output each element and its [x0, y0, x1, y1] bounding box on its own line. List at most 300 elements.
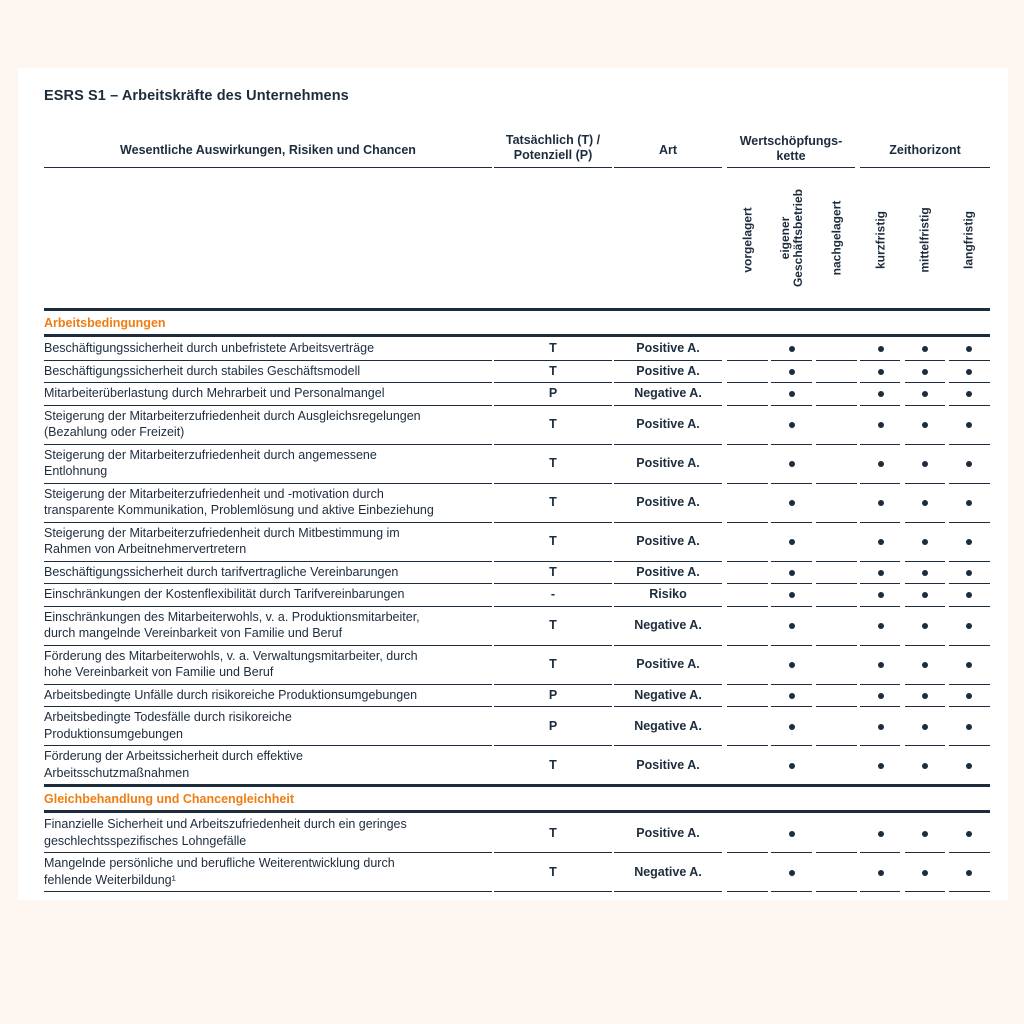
row-divider — [816, 583, 857, 584]
row-actual-potential: T — [549, 618, 557, 632]
row-description-line: geschlechtsspezifisches Lohngefälle — [44, 833, 247, 848]
bullet-mark — [966, 346, 972, 352]
header-impacts: Wesentliche Auswirkungen, Risiken und Chancen — [120, 143, 416, 157]
row-description-line: Arbeitsschutzmaßnahmen — [44, 765, 190, 780]
row-divider — [494, 745, 612, 746]
row-type: Positive A. — [636, 564, 700, 579]
bullet-mark — [966, 539, 972, 545]
row-divider — [44, 561, 492, 562]
row-divider — [494, 483, 612, 484]
row-description-line: durch mangelnde Vereinbarkeit von Familie und Beruf — [44, 626, 343, 640]
row-actual-potential: T — [549, 495, 557, 509]
row-divider — [614, 561, 722, 562]
row-divider — [44, 444, 492, 445]
row-divider — [614, 706, 722, 707]
bullet-mark — [966, 724, 972, 730]
row-divider — [905, 522, 945, 523]
bullet-mark — [922, 369, 928, 375]
row-actual-potential: T — [549, 417, 557, 431]
row-divider — [494, 360, 612, 361]
subheader-own-operations-line1: eigener — [778, 216, 792, 260]
row-description-line: (Bezahlung oder Freizeit) — [44, 425, 185, 439]
row-divider — [860, 360, 900, 361]
row-divider — [905, 645, 945, 646]
row-divider — [614, 444, 722, 445]
row-divider — [949, 360, 990, 361]
bullet-mark — [966, 422, 972, 428]
bullet-mark — [966, 662, 972, 668]
bullet-mark — [966, 461, 972, 467]
subheader-short-term: kurzfristig — [873, 210, 888, 270]
row-divider — [816, 606, 857, 607]
bullet-mark — [922, 623, 928, 629]
row-divider — [860, 891, 900, 892]
row-divider — [494, 522, 612, 523]
row-divider — [860, 405, 900, 406]
header-value-chain — [727, 134, 855, 164]
row-type: Risiko — [649, 587, 687, 602]
row-divider — [44, 684, 492, 685]
row-description — [44, 855, 492, 888]
subheader-own-operations — [779, 189, 805, 287]
row-divider — [949, 684, 990, 685]
row-divider — [905, 745, 945, 746]
bullet-mark — [922, 870, 928, 876]
bullet-mark — [966, 623, 972, 629]
row-divider — [614, 583, 722, 584]
bullet-mark — [922, 592, 928, 598]
row-divider — [905, 360, 945, 361]
row-description-line: Finanzielle Sicherheit und Arbeitszufriedenheit durch ein geringes — [44, 817, 407, 831]
row-description-line: Einschränkungen der Kostenflexibilität durch Tarifvereinbarungen — [44, 587, 405, 601]
row-type: Negative A. — [634, 618, 702, 632]
header-divider — [494, 167, 612, 168]
row-divider — [816, 522, 857, 523]
row-divider — [614, 852, 722, 853]
row-divider — [614, 382, 722, 383]
row-divider — [494, 684, 612, 685]
bullet-mark — [789, 461, 795, 467]
bullet-mark — [878, 346, 884, 352]
header-divider — [44, 167, 492, 168]
header-divider — [614, 167, 722, 168]
row-divider — [771, 645, 812, 646]
bullet-mark — [922, 662, 928, 668]
row-divider — [44, 606, 492, 607]
row-divider — [44, 645, 492, 646]
row-description-line: fehlende Weiterbildung¹ — [44, 872, 176, 887]
row-divider — [771, 360, 812, 361]
row-actual-potential: T — [549, 564, 557, 579]
bullet-mark — [789, 662, 795, 668]
row-divider — [949, 891, 990, 892]
row-description-line: Beschäftigungssicherheit durch unbefristete Arbeitsverträge — [44, 341, 375, 355]
row-divider — [816, 891, 857, 892]
row-description-line: hohe Vereinbarkeit von Familie und Beruf — [44, 665, 274, 679]
row-type: Positive A. — [636, 456, 700, 470]
row-actual-potential: T — [549, 657, 557, 671]
row-divider — [771, 483, 812, 484]
row-actual-potential: P — [548, 718, 558, 733]
subheader-medium-term: mittelfristig — [917, 207, 932, 273]
row-divider — [905, 382, 945, 383]
row-divider — [494, 405, 612, 406]
bullet-mark — [878, 763, 884, 769]
row-divider — [860, 444, 900, 445]
row-divider — [771, 583, 812, 584]
row-divider — [949, 405, 990, 406]
row-divider — [614, 745, 722, 746]
header-time-horizon: Zeithorizont — [889, 143, 961, 157]
row-actual-potential: T — [549, 363, 557, 378]
subheader-own-operations-line2: Geschäftsbetrieb — [791, 188, 805, 288]
row-description — [44, 748, 492, 781]
bullet-mark — [789, 369, 795, 375]
row-divider — [860, 561, 900, 562]
row-divider — [614, 606, 722, 607]
row-type: Positive A. — [636, 363, 700, 378]
row-divider — [727, 706, 768, 707]
row-divider — [727, 561, 768, 562]
row-description-line: Beschäftigungssicherheit durch stabiles Geschäftsmodell — [44, 363, 361, 378]
row-divider — [727, 745, 768, 746]
row-description — [44, 385, 492, 402]
bullet-mark — [878, 369, 884, 375]
row-divider — [860, 745, 900, 746]
bullet-mark — [878, 500, 884, 506]
row-description — [44, 447, 492, 480]
row-divider — [949, 745, 990, 746]
row-type: Positive A. — [636, 757, 700, 772]
row-type: Positive A. — [636, 534, 700, 548]
subheader-downstream: nachgelagert — [829, 200, 844, 276]
row-divider — [44, 891, 492, 892]
row-description-line: Mitarbeiterüberlastung durch Mehrarbeit und Personalmangel — [44, 386, 385, 400]
row-description — [44, 709, 492, 742]
row-actual-potential: P — [548, 386, 558, 401]
row-description — [44, 525, 492, 558]
bullet-mark — [966, 831, 972, 837]
row-type: Positive A. — [636, 825, 700, 840]
row-divider — [494, 706, 612, 707]
bullet-mark — [966, 500, 972, 506]
bullet-mark — [966, 592, 972, 598]
row-divider — [44, 360, 492, 361]
row-divider — [44, 405, 492, 406]
bullet-mark — [922, 570, 928, 576]
row-divider — [905, 606, 945, 607]
row-description-line: Produktionsumgebungen — [44, 726, 183, 741]
row-divider — [771, 852, 812, 853]
row-divider — [771, 606, 812, 607]
row-divider — [44, 522, 492, 523]
row-divider — [44, 745, 492, 746]
row-divider — [771, 706, 812, 707]
row-description — [44, 408, 492, 441]
bullet-mark — [922, 422, 928, 428]
bullet-mark — [789, 693, 795, 699]
row-divider — [727, 483, 768, 484]
bullet-mark — [922, 831, 928, 837]
bullet-mark — [922, 461, 928, 467]
row-divider — [771, 561, 812, 562]
row-divider — [816, 382, 857, 383]
row-divider — [949, 561, 990, 562]
row-divider — [614, 522, 722, 523]
row-type: Positive A. — [636, 417, 700, 431]
row-divider — [905, 583, 945, 584]
row-description — [44, 816, 492, 849]
row-type: Positive A. — [636, 341, 700, 356]
row-divider — [816, 360, 857, 361]
row-actual-potential: - — [550, 587, 556, 602]
bullet-mark — [878, 623, 884, 629]
row-description-line: Entlohnung — [44, 464, 108, 478]
row-divider — [905, 706, 945, 707]
row-divider — [614, 360, 722, 361]
row-description-line: transparente Kommunikation, Problemlösung und aktive Einbeziehung — [44, 503, 434, 517]
row-divider — [771, 891, 812, 892]
row-divider — [860, 684, 900, 685]
row-description-line: Mangelnde persönliche und berufliche Weiterentwicklung durch — [44, 856, 395, 870]
row-divider — [860, 483, 900, 484]
row-actual-potential: T — [549, 341, 557, 356]
bullet-mark — [966, 870, 972, 876]
row-divider — [727, 684, 768, 685]
row-type: Negative A. — [634, 864, 702, 879]
section-title: Arbeitsbedingungen — [44, 316, 166, 330]
header-value-chain-line2: kette — [776, 149, 806, 163]
row-description-line: Steigerung der Mitarbeiterzufriedenheit und -motivation durch — [44, 486, 384, 501]
bullet-mark — [789, 831, 795, 837]
row-divider — [727, 606, 768, 607]
row-actual-potential: T — [549, 864, 557, 879]
row-divider — [816, 852, 857, 853]
bullet-mark — [878, 693, 884, 699]
row-description — [44, 363, 492, 380]
row-divider — [44, 706, 492, 707]
bullet-mark — [878, 592, 884, 598]
header-divider — [860, 167, 990, 168]
section-rule-top — [44, 308, 990, 311]
row-divider — [614, 483, 722, 484]
row-actual-potential: T — [549, 825, 557, 840]
row-divider — [44, 382, 492, 383]
bullet-mark — [789, 623, 795, 629]
row-description-line: Steigerung der Mitarbeiterzufriedenheit durch Ausgleichsregelungen — [44, 408, 421, 423]
row-divider — [727, 405, 768, 406]
row-divider — [727, 522, 768, 523]
bullet-mark — [789, 539, 795, 545]
row-divider — [727, 645, 768, 646]
row-description-line: Förderung des Mitarbeiterwohls, v. a. Verwaltungsmitarbeiter, durch — [44, 648, 418, 663]
bullet-mark — [878, 422, 884, 428]
row-divider — [905, 852, 945, 853]
bullet-mark — [966, 369, 972, 375]
row-divider — [860, 706, 900, 707]
page-title: ESRS S1 – Arbeitskräfte des Unternehmens — [44, 88, 349, 104]
row-divider — [816, 706, 857, 707]
row-divider — [860, 852, 900, 853]
row-divider — [860, 382, 900, 383]
row-divider — [771, 382, 812, 383]
row-description-line: Steigerung der Mitarbeiterzufriedenheit durch Mitbestimmung im — [44, 525, 400, 540]
header-actual-potential — [494, 133, 612, 163]
row-divider — [949, 483, 990, 484]
row-divider — [771, 405, 812, 406]
row-divider — [816, 645, 857, 646]
bullet-mark — [878, 391, 884, 397]
row-description-line: Steigerung der Mitarbeiterzufriedenheit durch angemessene — [44, 447, 377, 462]
bullet-mark — [878, 539, 884, 545]
row-divider — [905, 444, 945, 445]
bullet-mark — [966, 391, 972, 397]
section-rule-bottom — [44, 810, 990, 813]
row-divider — [816, 483, 857, 484]
row-description-line: Beschäftigungssicherheit durch tarifvertragliche Vereinbarungen — [44, 564, 399, 579]
row-type: Negative A. — [634, 687, 702, 702]
row-divider — [614, 891, 722, 892]
subheader-upstream: vorgelagert — [740, 207, 755, 273]
bullet-mark — [922, 763, 928, 769]
row-divider — [771, 444, 812, 445]
row-divider — [905, 483, 945, 484]
section-title: Gleichbehandlung und Chancengleichheit — [44, 792, 295, 806]
row-actual-potential: T — [549, 757, 557, 772]
row-divider — [860, 583, 900, 584]
bullet-mark — [966, 570, 972, 576]
bullet-mark — [878, 570, 884, 576]
bullet-mark — [878, 662, 884, 668]
row-description — [44, 340, 492, 357]
row-description — [44, 609, 492, 642]
row-divider — [494, 852, 612, 853]
row-divider — [816, 745, 857, 746]
row-type: Positive A. — [636, 657, 700, 671]
bullet-mark — [789, 391, 795, 397]
row-divider — [816, 561, 857, 562]
bullet-mark — [789, 422, 795, 428]
row-divider — [816, 684, 857, 685]
row-divider — [949, 852, 990, 853]
bullet-mark — [789, 500, 795, 506]
bullet-mark — [922, 391, 928, 397]
row-divider — [494, 382, 612, 383]
bullet-mark — [966, 763, 972, 769]
row-divider — [727, 360, 768, 361]
row-divider — [727, 583, 768, 584]
row-description-line: Rahmen von Arbeitnehmervertretern — [44, 542, 247, 556]
row-divider — [494, 444, 612, 445]
row-divider — [905, 891, 945, 892]
row-divider — [494, 891, 612, 892]
row-description — [44, 564, 492, 581]
row-divider — [494, 561, 612, 562]
row-divider — [905, 561, 945, 562]
bullet-mark — [922, 724, 928, 730]
row-divider — [949, 444, 990, 445]
row-divider — [905, 684, 945, 685]
row-divider — [727, 444, 768, 445]
subheader-long-term: langfristig — [961, 210, 976, 270]
row-divider — [494, 645, 612, 646]
header-actual-potential-line2: Potenziell (P) — [513, 148, 593, 162]
row-type: Positive A. — [636, 495, 700, 509]
row-description-line: Arbeitsbedingte Todesfälle durch risikoreiche — [44, 710, 292, 724]
row-divider — [44, 483, 492, 484]
header-divider — [727, 167, 855, 168]
row-divider — [816, 405, 857, 406]
row-description-line: Förderung der Arbeitssicherheit durch effektive — [44, 749, 303, 763]
bullet-mark — [878, 870, 884, 876]
row-description — [44, 687, 492, 704]
bullet-mark — [878, 724, 884, 730]
row-description — [44, 486, 492, 519]
row-divider — [949, 522, 990, 523]
bullet-mark — [922, 500, 928, 506]
row-divider — [727, 891, 768, 892]
bullet-mark — [789, 346, 795, 352]
bullet-mark — [789, 570, 795, 576]
bullet-mark — [789, 763, 795, 769]
row-divider — [771, 745, 812, 746]
row-divider — [727, 382, 768, 383]
row-divider — [949, 583, 990, 584]
row-divider — [949, 706, 990, 707]
row-type: Negative A. — [634, 386, 702, 401]
row-divider — [949, 645, 990, 646]
bullet-mark — [966, 693, 972, 699]
row-divider — [771, 684, 812, 685]
header-type: Art — [658, 143, 678, 157]
row-divider — [494, 583, 612, 584]
bullet-mark — [922, 539, 928, 545]
row-type: Negative A. — [634, 718, 702, 733]
bullet-mark — [922, 346, 928, 352]
row-divider — [614, 684, 722, 685]
bullet-mark — [789, 592, 795, 598]
row-divider — [860, 645, 900, 646]
row-divider — [905, 405, 945, 406]
row-description — [44, 648, 492, 681]
row-description — [44, 586, 492, 603]
row-divider — [44, 583, 492, 584]
row-divider — [949, 606, 990, 607]
row-description-line: Arbeitsbedingte Unfälle durch risikoreiche Produktionsumgebungen — [44, 687, 418, 702]
row-divider — [771, 522, 812, 523]
row-actual-potential: T — [549, 534, 557, 548]
section-rule-bottom — [44, 334, 990, 337]
row-divider — [44, 852, 492, 853]
bullet-mark — [878, 461, 884, 467]
header-actual-potential-line1: Tatsächlich (T) / — [505, 133, 601, 147]
section-rule-top — [44, 784, 990, 787]
row-divider — [860, 522, 900, 523]
row-actual-potential: P — [548, 687, 558, 702]
row-divider — [494, 606, 612, 607]
row-divider — [949, 382, 990, 383]
row-divider — [727, 852, 768, 853]
row-divider — [614, 645, 722, 646]
row-divider — [614, 405, 722, 406]
bullet-mark — [789, 724, 795, 730]
bullet-mark — [922, 693, 928, 699]
row-actual-potential: T — [549, 456, 557, 470]
row-description-line: Einschränkungen des Mitarbeiterwohls, v. a. Produktionsmitarbeiter, — [44, 609, 420, 624]
row-divider — [816, 444, 857, 445]
header-value-chain-line1: Wertschöpfungs- — [739, 134, 843, 148]
row-divider — [860, 606, 900, 607]
